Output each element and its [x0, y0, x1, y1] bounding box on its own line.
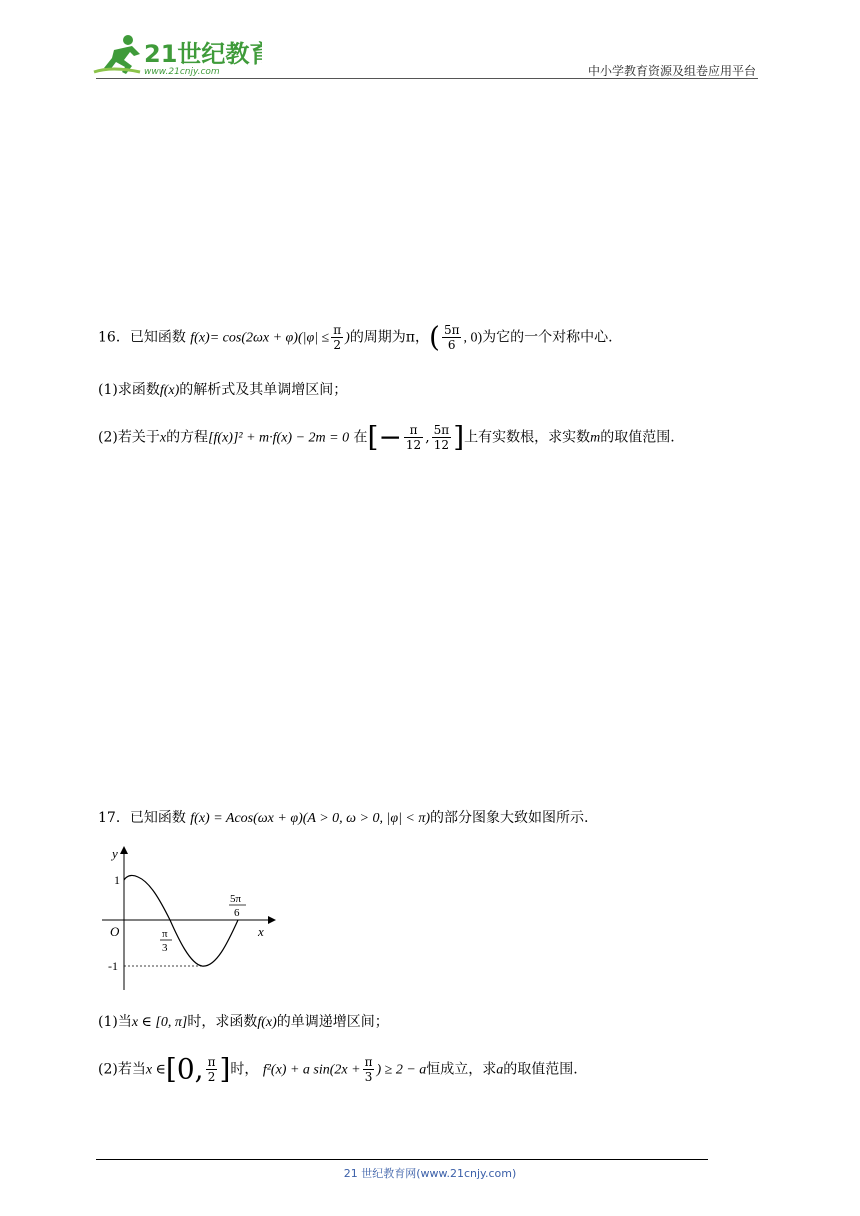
q17-function-graph — [98, 842, 288, 992]
x-tick-5pi-6-num: 5π — [230, 893, 242, 905]
q16-p2-mid: 的方程 — [166, 429, 209, 446]
q16-frac-5pi-6: $\frac{5\pi}{6}$ — [443, 323, 460, 352]
q16-p1-prefix: (1)求函数 — [98, 382, 160, 398]
q16-cond-close: ) — [345, 330, 350, 346]
q17-p2-eq-2: ) ≥ 2 − a — [376, 1062, 427, 1078]
footer-link[interactable]: 21 世纪教育网(www.21cnjy.com) — [343, 1167, 517, 1180]
q17-p2-eq-1: f²(x) + a sin(2x + — [262, 1062, 361, 1078]
x-tick-5pi-6-den: 6 — [234, 907, 240, 919]
q17-p2-prefix: (2)若当 — [98, 1061, 146, 1078]
x-tick-pi-3-den: 3 — [162, 942, 168, 954]
q17-p1-fx: f(x) — [257, 1015, 277, 1030]
q17-p2-a: a — [496, 1062, 504, 1078]
q17-p2-open: [0, — [165, 1052, 204, 1086]
q17-p2-mid: 时， — [230, 1061, 259, 1078]
q16-suffix: 为它的一个对称中心. — [482, 329, 613, 346]
q17-p1-suffix: 的单调递增区间； — [276, 1014, 389, 1030]
question-16-part-2 — [98, 420, 675, 454]
q16-interval-close: ] — [453, 420, 465, 454]
q16-frac-5pi-12: $\frac{5\pi}{12}$ — [433, 423, 450, 452]
logo-text: 21世纪教育 — [144, 40, 262, 68]
q16-p2-m: m — [590, 430, 601, 446]
y-tick-1: 1 — [114, 873, 120, 887]
q16-p2-prefix: (2)若关于 — [98, 429, 160, 446]
q16-center-tail: , 0) — [463, 330, 483, 346]
q17-number: 17． — [98, 810, 130, 826]
q16-prefix: 已知函数 — [129, 329, 186, 346]
x-axis-arrow-icon — [268, 916, 276, 924]
q16-p2-suffix-2: 的取值范围. — [600, 429, 675, 446]
y-axis-arrow-icon — [120, 846, 128, 854]
q16-p2-equation: [f(x)]² + m·f(x) − 2m = 0 — [208, 430, 350, 446]
q16-frac-pi-12: $\frac{\pi}{12}$ — [405, 423, 422, 452]
q17-frac-pi-3: $\frac{\pi}{3}$ — [364, 1055, 373, 1084]
q17-p1-cond: x ∈ [0, π] — [131, 1015, 188, 1030]
q17-prefix: 已知函数 — [129, 810, 186, 826]
x-tick-pi-3-num: π — [162, 928, 168, 940]
x-label: x — [258, 924, 264, 939]
question-17-part-1 — [98, 1010, 389, 1035]
y-tick-minus-1: -1 — [108, 959, 118, 973]
q17-p1-mid: 时，求函数 — [187, 1014, 258, 1030]
q16-eq: = cos(2ωx + φ) — [209, 330, 298, 346]
q16-fx: f(x) — [190, 330, 210, 346]
q17-p1-prefix: (1)当 — [98, 1014, 132, 1030]
q16-p1-fx: f(x) — [159, 383, 180, 398]
header-platform-text: 中小学教育资源及组卷应用平台 — [587, 64, 756, 78]
y-label: y — [112, 846, 118, 861]
q16-center-open: ( — [429, 320, 440, 354]
q17-p2-close: ] — [219, 1052, 231, 1086]
footer-divider — [96, 1159, 708, 1160]
runner-logo-icon — [92, 32, 262, 78]
q16-cond: (|φ| ≤ — [297, 330, 330, 346]
q17-suffix: 的部分图象大致如图所示. — [430, 810, 589, 826]
q16-interval-open: [− — [367, 420, 402, 454]
question-16-stem — [98, 320, 613, 354]
header-divider — [96, 78, 758, 79]
q17-equation: f(x) = Acos(ωx + φ)(A > 0, ω > 0, |φ| < π) — [190, 811, 431, 826]
q17-p2-x: x ∈ — [145, 1062, 166, 1078]
question-17-part-2 — [98, 1052, 578, 1086]
q16-p2-suffix-1: 上有实数根，求实数 — [464, 429, 591, 446]
logo-url: www.21cnjy.com — [144, 67, 220, 77]
q16-p1-suffix: 的解析式及其单调增区间； — [179, 382, 348, 398]
question-17-stem — [98, 806, 589, 831]
q17-p2-suffix: 的取值范围. — [503, 1061, 578, 1078]
origin-label: O — [110, 924, 120, 939]
q16-p2-in: 在 — [353, 429, 368, 446]
q16-frac-pi-2: $\frac{\pi}{2}$ — [333, 323, 342, 352]
site-logo[interactable] — [92, 32, 262, 78]
q16-interval-comma: , — [425, 429, 430, 446]
q16-number: 16． — [98, 329, 130, 346]
q17-p2-hold: 恒成立，求 — [426, 1061, 497, 1078]
q16-mid: 的周期为π， — [349, 329, 430, 346]
question-16-part-1 — [98, 378, 347, 403]
q17-frac-pi-2: $\frac{\pi}{2}$ — [207, 1055, 216, 1084]
q16-p2-x: x — [159, 430, 167, 446]
cosine-curve — [124, 875, 238, 966]
